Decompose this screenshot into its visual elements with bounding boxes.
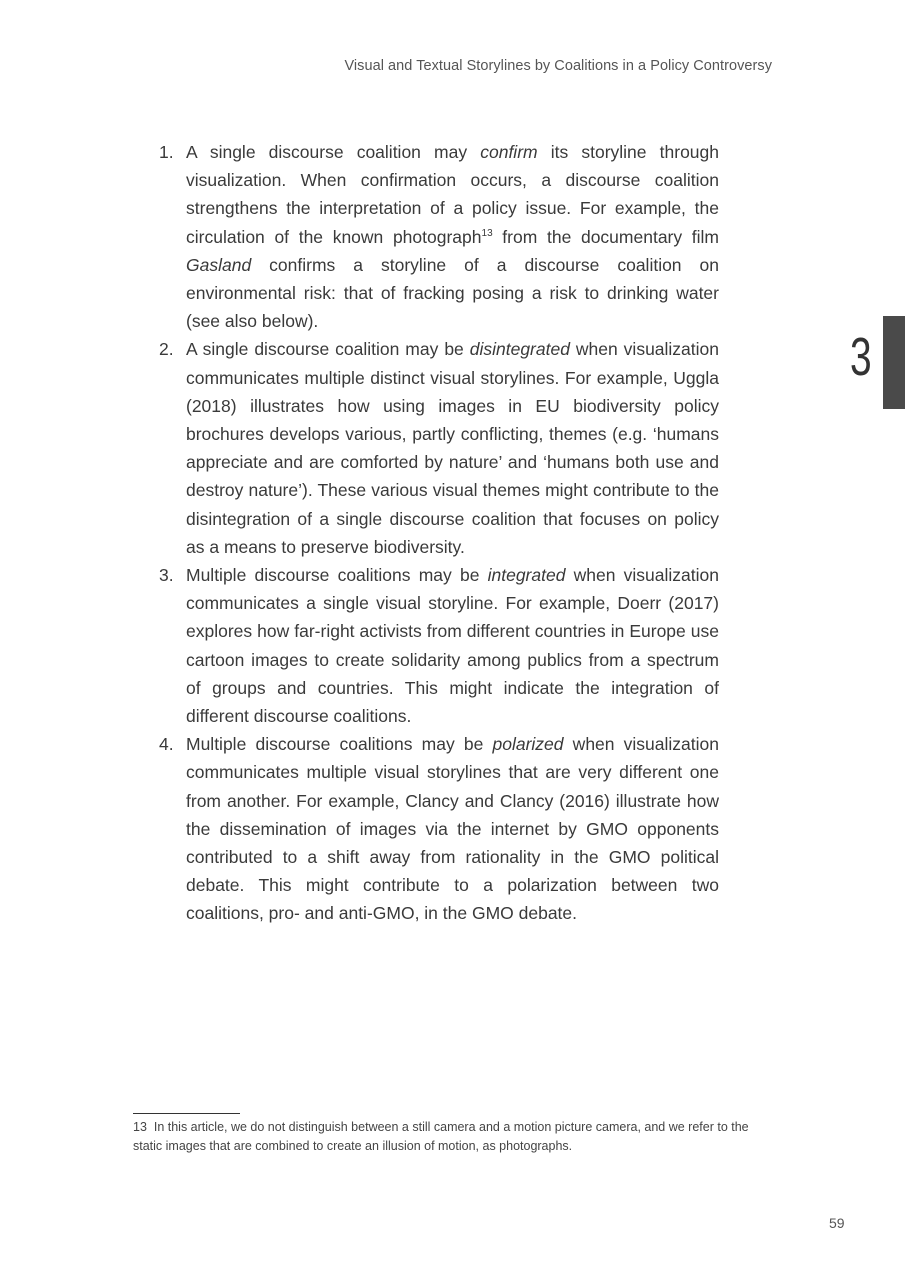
list-number: 1.: [159, 142, 174, 162]
chapter-tab: [883, 316, 905, 409]
footnote-text: In this article, we do not distinguish between a still camera and a motion picture camera, and we refer to the static images that are combined to create an illusion of motion, as photographs.: [133, 1120, 749, 1153]
emphasis: confirm: [480, 142, 538, 162]
footnote-number: 13: [133, 1120, 147, 1134]
text-run: when visualization communicates multiple distinct visual storylines. For example, Uggla (2018) illustrates how using images in EU biodiversity policy brochures develops various, partly conflicting, themes (e.g. ‘humans appreciate and are comforted by nature’ and ‘humans both use and destroy nature’). These various visual themes might contribute to the disintegration of a single discourse coalition that focuses on policy as a means to preserve biodiversity.: [186, 339, 720, 557]
list-number: 2.: [159, 339, 174, 360]
emphasis: polarized: [492, 734, 564, 755]
text-run: Multiple discourse coalitions may be: [186, 565, 488, 586]
text-run: A single discourse coalition may: [186, 142, 481, 162]
text-run: from the documentary film: [492, 226, 720, 247]
emphasis: Gasland: [186, 254, 252, 275]
footnote-rule: [133, 1113, 240, 1114]
list-number: 3.: [159, 565, 174, 586]
footnote: [133, 1118, 778, 1156]
page-number: 59: [829, 1215, 845, 1231]
text-run: confirms a storyline of a discourse coalition on environmental risk: that of fracking posing a risk to drinking water (see also below).: [186, 254, 719, 332]
emphasis: integrated: [487, 565, 566, 586]
text-run: its storyline through visualization. When confirmation occurs, a discourse coalition strengthens the interpretation of a policy issue. For example, the circulation of the known photograph: [186, 142, 720, 247]
numbered-list: [159, 138, 719, 928]
list-item-1: [159, 138, 719, 335]
chapter-number: 3: [850, 327, 872, 387]
footnote-marker: 13: [481, 227, 493, 239]
text-run: Multiple discourse coalitions may be: [186, 734, 493, 755]
list-item-2: [159, 335, 719, 561]
list-item-4: [159, 730, 719, 927]
list-number: 4.: [159, 734, 174, 755]
text-run: when visualization communicates a single visual storyline. For example, Doerr (2017) explores how far-right activists from different countries in Europe use cartoon images to create solidarity among publics from a spectrum of groups and countries. This might indicate the integration of different discourse coalitions.: [186, 565, 719, 727]
text-run: when visualization communicates multiple visual storylines that are very different one from another. For example, Clancy and Clancy (2016) illustrate how the dissemination of images via the internet by GMO opponents contributed to a shift away from rationality in the GMO political debate. This might contribute to a polarization between two coalitions, pro- and anti-GMO, in the GMO debate.: [186, 734, 719, 924]
text-run: A single discourse coalition may be: [186, 339, 470, 360]
running-head: Visual and Textual Storylines by Coalitions in a Policy Controversy: [344, 58, 772, 74]
list-item-3: [159, 561, 719, 730]
emphasis: disintegrated: [469, 339, 570, 360]
